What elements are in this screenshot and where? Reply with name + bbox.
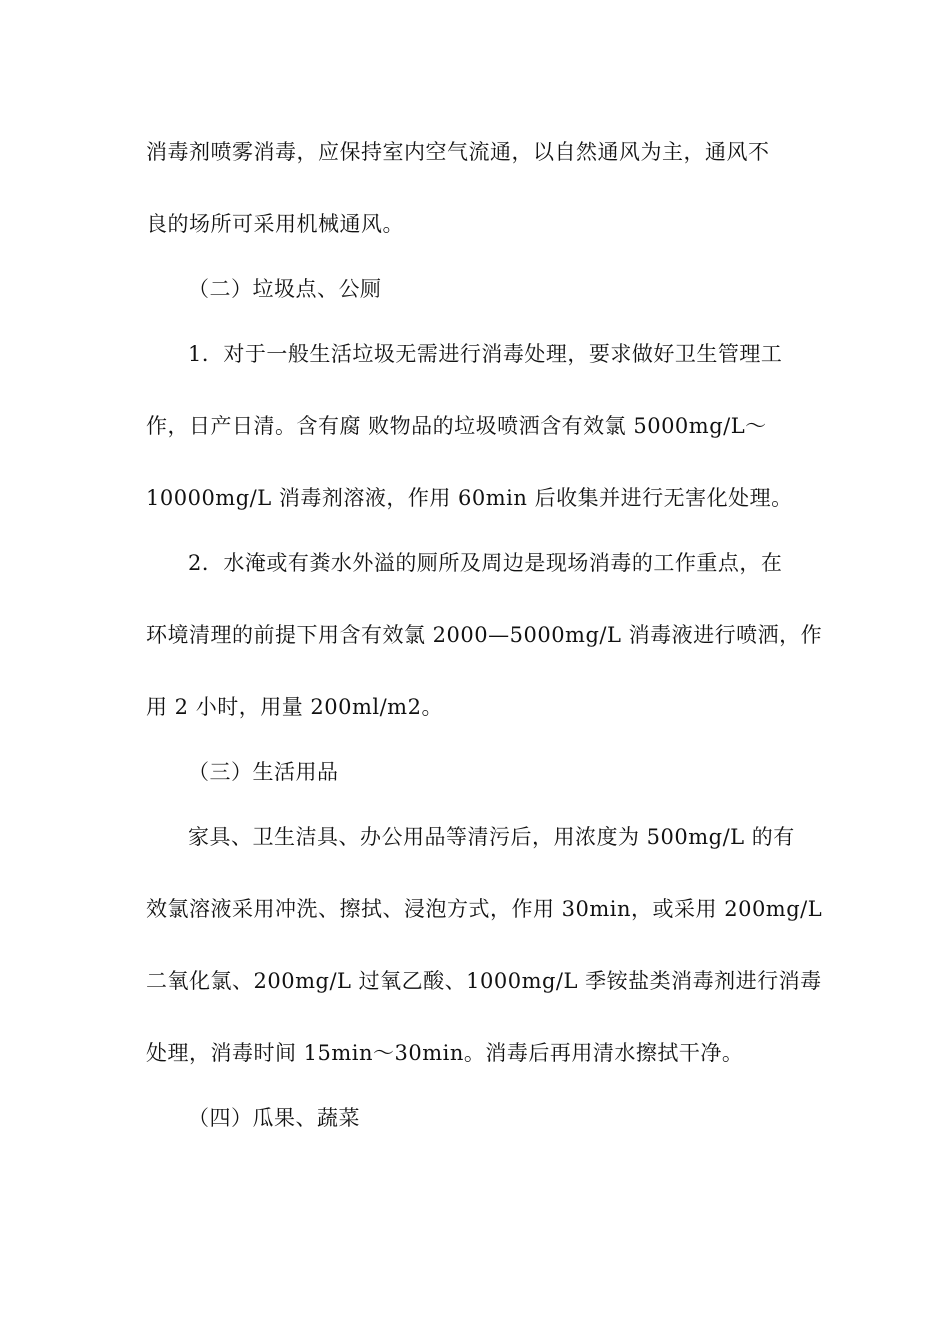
paragraph-line: 二氧化氯、200mg/L 过氧乙酸、1000mg/L 季铵盐类消毒剂进行消毒 — [146, 969, 822, 993]
paragraph-line: 作，日产日清。含有腐 败物品的垃圾喷洒含有效氯 5000mg/L～ — [146, 414, 767, 438]
paragraph-line: 效氯溶液采用冲洗、擦拭、浸泡方式，作用 30min，或采用 200mg/L — [146, 897, 823, 921]
paragraph-line: 家具、卫生洁具、办公用品等清污后，用浓度为 500mg/L 的有 — [188, 825, 795, 849]
paragraph-line: 消毒剂喷雾消毒，应保持室内空气流通，以自然通风为主，通风不 — [146, 140, 770, 164]
paragraph-line: 用 2 小时，用量 200ml/m2。 — [146, 695, 443, 719]
paragraph-line: 处理，消毒时间 15min～30min。消毒后再用清水擦拭干净。 — [146, 1041, 744, 1065]
paragraph-line: 环境清理的前提下用含有效氯 2000—5000mg/L 消毒液进行喷洒，作 — [146, 623, 823, 647]
paragraph-line: 良的场所可采用机械通风。 — [146, 212, 404, 236]
section-heading: （二）垃圾点、公厕 — [188, 277, 382, 301]
paragraph-line: 10000mg/L 消毒剂溶液，作用 60min 后收集并进行无害化处理。 — [146, 486, 793, 510]
section-heading: （四）瓜果、蔬菜 — [188, 1106, 360, 1130]
paragraph-line: 1．对于一般生活垃圾无需进行消毒处理，要求做好卫生管理工 — [188, 342, 783, 366]
section-heading: （三）生活用品 — [188, 760, 339, 784]
paragraph-line: 2．水淹或有粪水外溢的厕所及周边是现场消毒的工作重点，在 — [188, 551, 783, 575]
